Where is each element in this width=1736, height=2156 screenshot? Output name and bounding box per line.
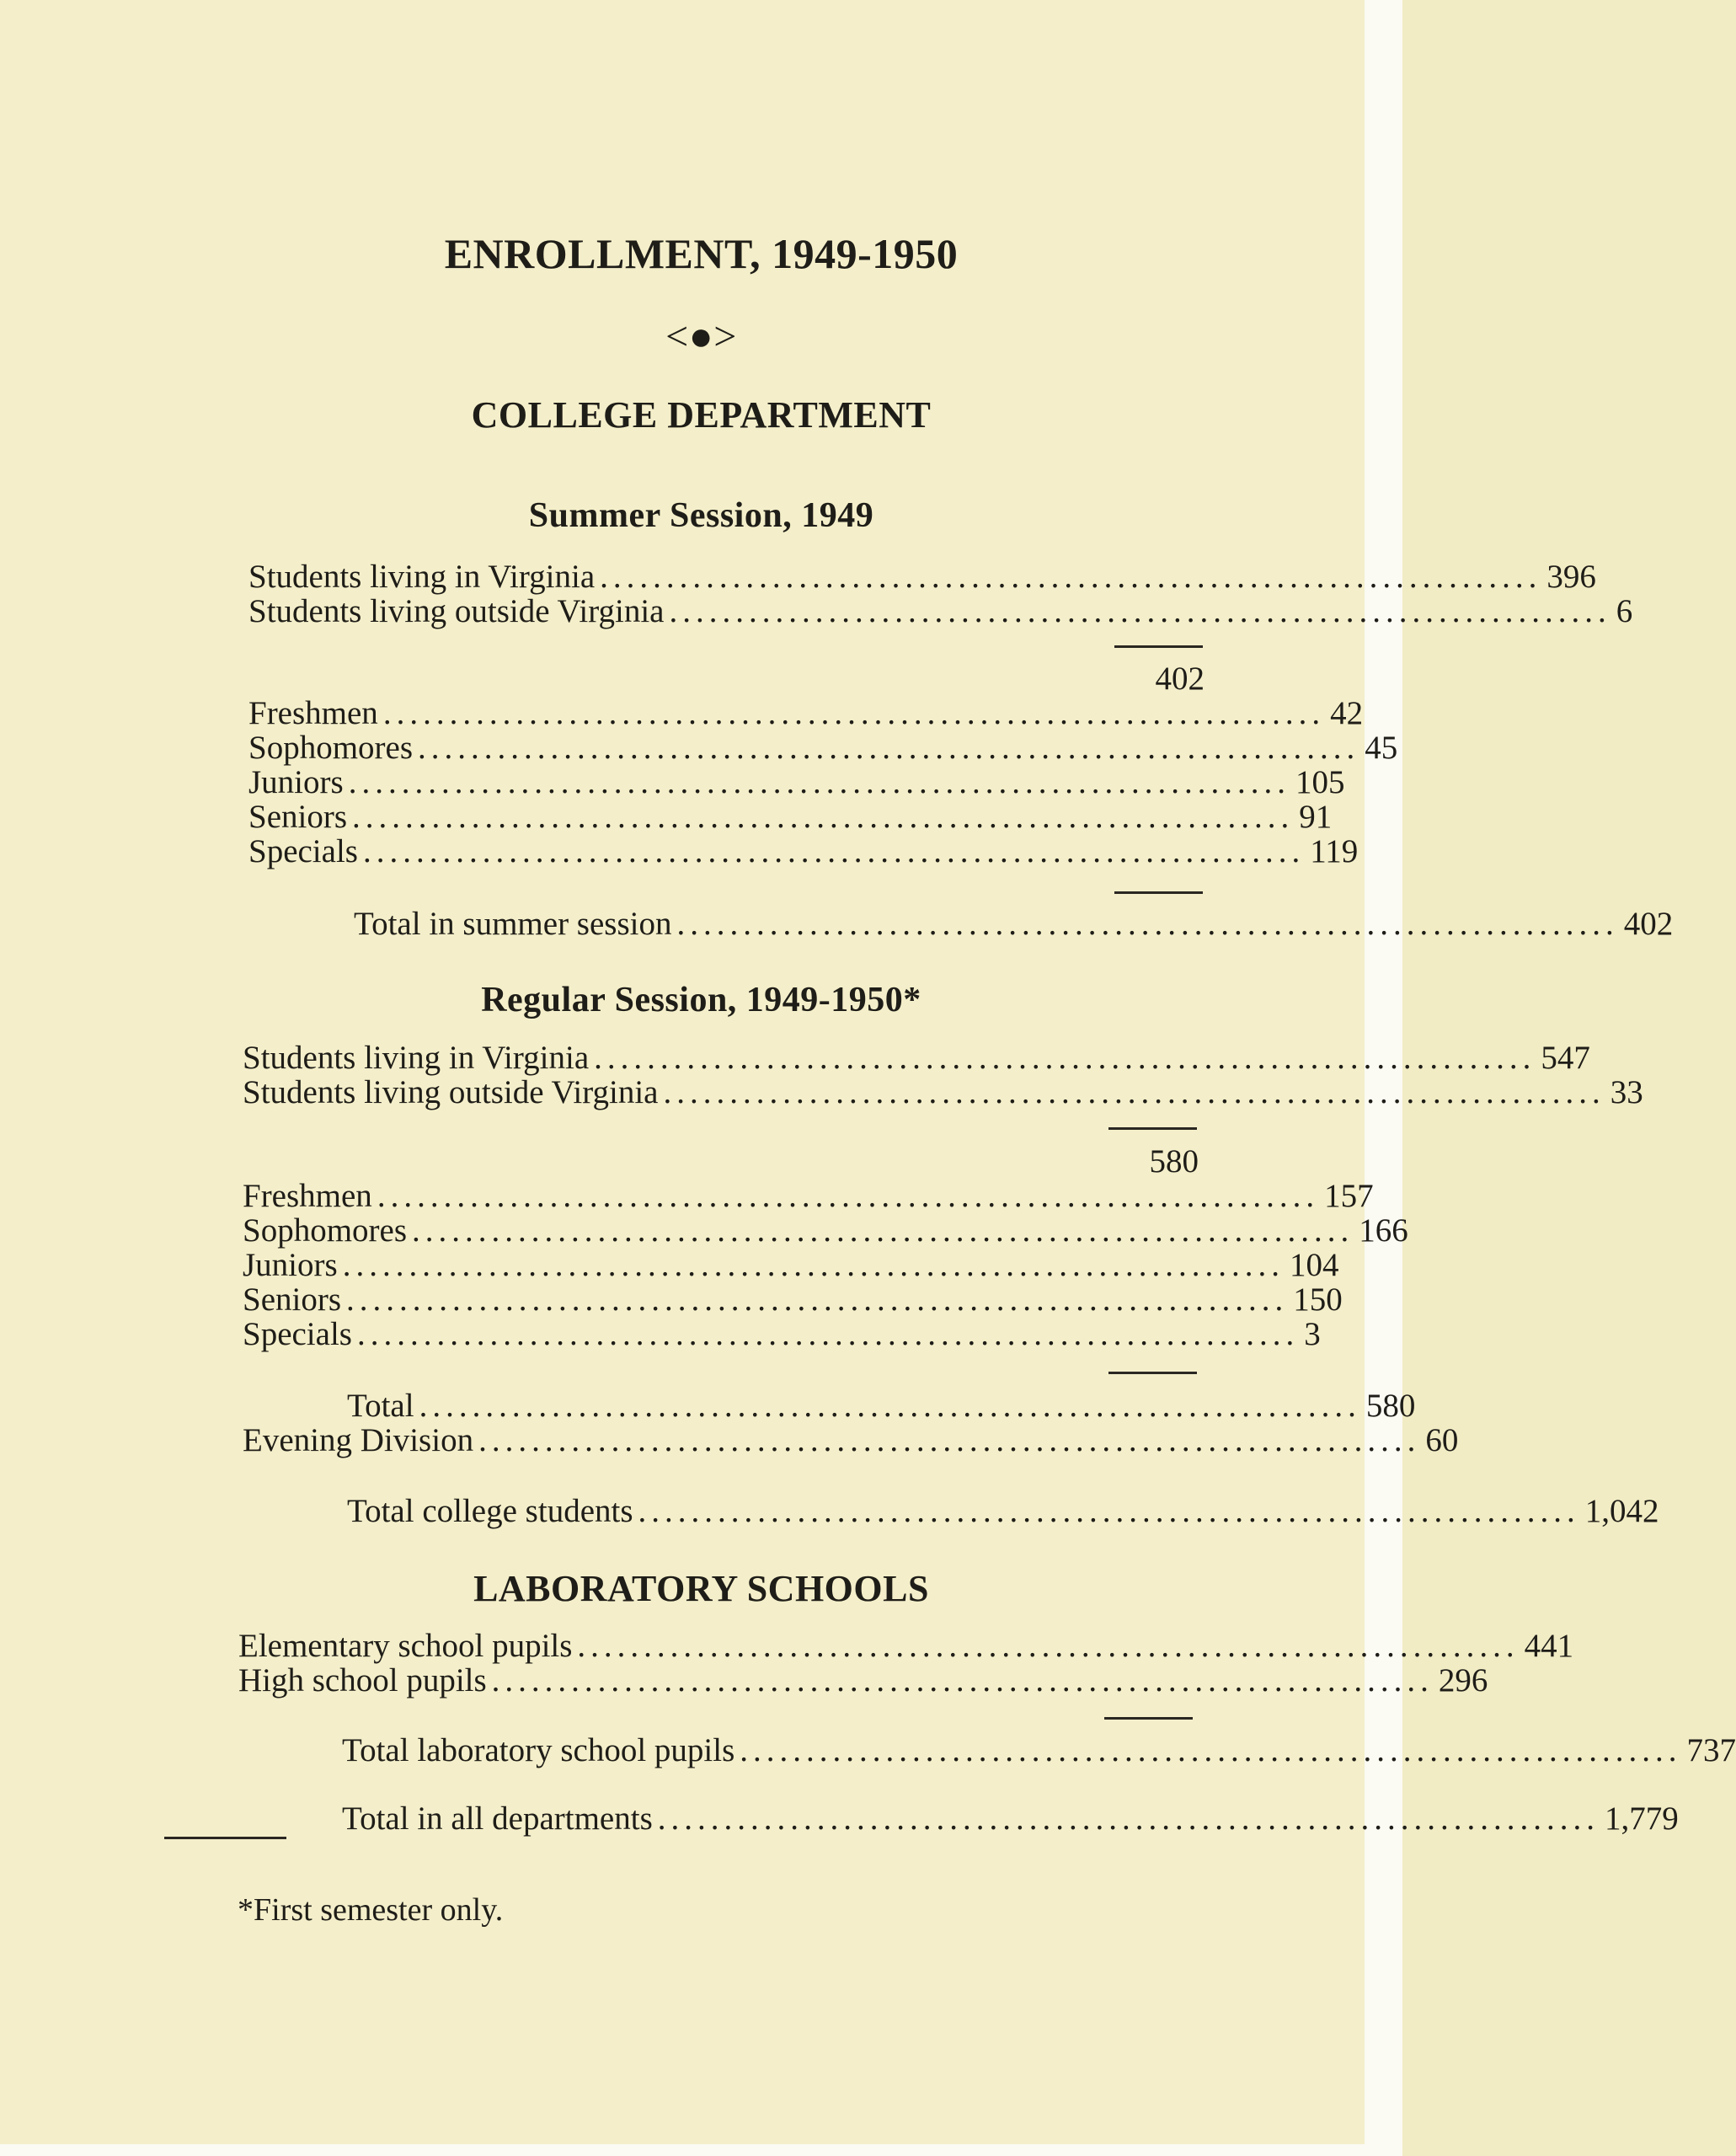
regular-row-freshmen: Freshmen ....................................................................... 157 (243, 1178, 1374, 1214)
summer-row-seniors: Seniors ....................................................................... 91 (248, 799, 1333, 835)
summer-row-subtotal: 402 (1155, 661, 1205, 697)
regular-row-total-college: Total college students ....................................................................... 1,042 (347, 1493, 1659, 1529)
regular-row-juniors: Juniors ....................................................................... 104 (243, 1247, 1339, 1283)
lab-total-rule (1104, 1717, 1193, 1720)
summer-row-specials: Specials ....................................................................... 119 (248, 833, 1359, 869)
regular-row-evening: Evening Division ....................................................................... 60 (243, 1422, 1459, 1458)
department-heading: COLLEGE DEPARTMENT (471, 394, 932, 436)
regular-total-rule (1108, 1372, 1197, 1374)
regular-row-virginia: Students living in Virginia ....................................................................... 547 (243, 1040, 1590, 1076)
summer-subtotal-rule (1114, 645, 1203, 648)
regular-row-sophomores: Sophomores ....................................................................... 166 (243, 1212, 1408, 1249)
regular-row-specials: Specials ....................................................................... 3 (243, 1316, 1321, 1352)
lab-row-all-departments: Total in all departments ....................................................................... 1,779 (342, 1800, 1679, 1837)
regular-row-total: Total ....................................................................... 580 (347, 1388, 1416, 1424)
summer-row-outside: Students living outside Virginia ....................................................................... 6 (248, 593, 1633, 629)
footnote-rule (164, 1837, 286, 1839)
summer-row-freshmen: Freshmen ....................................................................... 42 (248, 695, 1364, 731)
summer-row-virginia: Students living in Virginia ....................................................................... 396 (248, 559, 1596, 595)
lab-row-high: High school pupils ....................................................................... 296 (238, 1662, 1488, 1699)
regular-row-outside: Students living outside Virginia ....................................................................... 33 (243, 1074, 1643, 1110)
regular-subtotal-rule (1108, 1127, 1197, 1130)
scan-edge-bottom (0, 2144, 1402, 2156)
summer-row-sophomores: Sophomores ....................................................................... 45 (248, 730, 1398, 766)
regular-row-subtotal: 580 (1149, 1143, 1199, 1180)
regular-session-heading: Regular Session, 1949-1950* (481, 981, 921, 1019)
summer-total-rule (1114, 891, 1203, 894)
footnote: *First semester only. (238, 1892, 504, 1928)
laboratory-heading: LABORATORY SCHOOLS (473, 1568, 929, 1609)
lab-row-elementary: Elementary school pupils ....................................................................... 441 (238, 1628, 1574, 1664)
lab-row-total: Total laboratory school pupils ....................................................................... 737 (342, 1732, 1736, 1768)
summer-row-juniors: Juniors ....................................................................... 105 (248, 764, 1345, 800)
summer-row-total: Total in summer session ....................................................................... 402 (354, 906, 1674, 942)
summer-session-heading: Summer Session, 1949 (528, 496, 874, 535)
page-title: ENROLLMENT, 1949-1950 (444, 230, 959, 277)
ornament: <●> (665, 314, 737, 359)
regular-row-seniors: Seniors ....................................................................... 150 (243, 1281, 1343, 1318)
